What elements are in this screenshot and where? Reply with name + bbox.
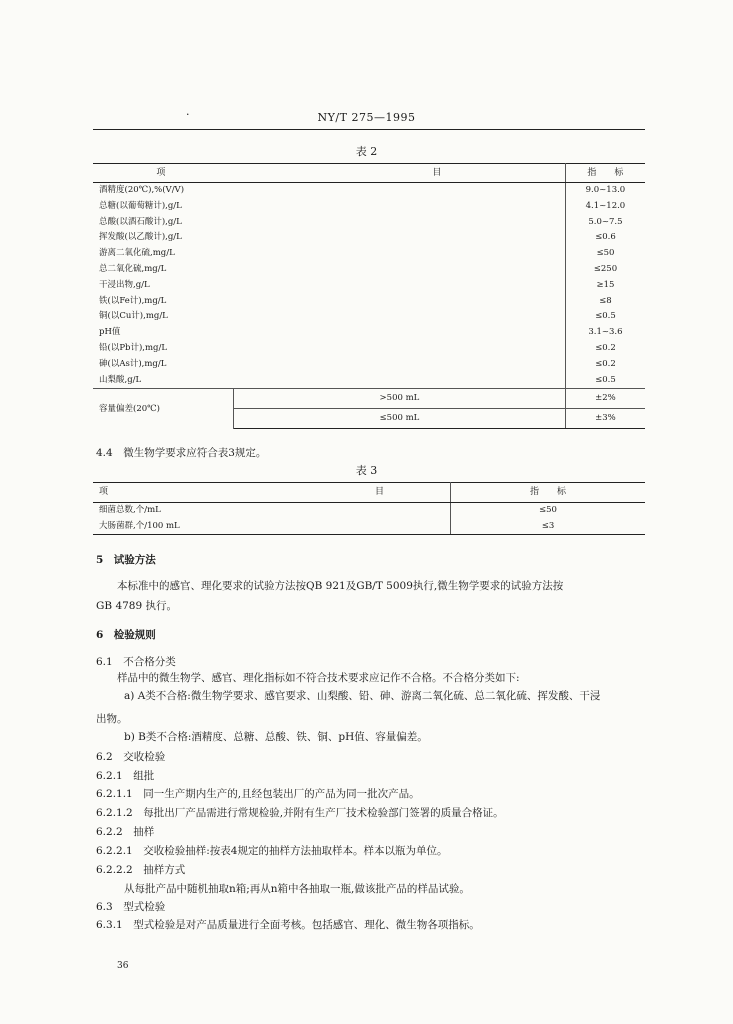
table2-item: 游离二氧化硫,mg/L <box>93 246 565 262</box>
table-row <box>93 357 645 373</box>
capacity-label: 容量偏差(20℃) <box>93 389 234 429</box>
sec6-2-2-2: 6.2.2.2 抽样方式 <box>96 864 186 876</box>
table3-value: ≤50 <box>539 505 557 515</box>
table3-item: 大肠菌群,个/100 mL <box>93 519 451 535</box>
table2-item: 挥发酸(以乙酸计),g/L <box>93 230 565 246</box>
table3-col-index: 指 标 <box>451 483 645 503</box>
sec6-1-b: b) B类不合格:酒精度、总糖、总酸、铁、铜、pH值、容量偏差。 <box>124 731 428 743</box>
table2-value: 4.1~12.0 <box>585 200 626 211</box>
table-row <box>93 373 645 389</box>
table2-value: 3.1~3.6 <box>588 327 623 338</box>
table-row <box>93 199 645 215</box>
table2-col-index: 指 标 <box>565 164 645 183</box>
table-row <box>93 262 645 278</box>
sec5-p1: 本标准中的感官、理化要求的试验方法按QB 921及GB/T 5009执行,微生物学要求的试验方法按 <box>117 580 564 592</box>
table2-item: 铅(以Pb计),mg/L <box>93 341 565 357</box>
sec6-2-2-1: 6.2.2.1 交收检验抽样:按表4规定的抽样方法抽取样本。样本以瓶为单位。 <box>96 845 448 857</box>
capacity-cond-2: ≤500 mL <box>234 409 566 429</box>
table2-item: 干浸出物,g/L <box>93 278 565 294</box>
table-row <box>93 278 645 294</box>
table2-item: 铜(以Cu计),mg/L <box>93 309 565 325</box>
table2-value: 5.0~7.5 <box>588 216 623 227</box>
capacity-value-1: ±2% <box>565 389 645 409</box>
sec6-1-a: a) A类不合格:微生物学要求、感官要求、山梨酸、铅、砷、游离二氧化硫、总二氧化硫、挥发酸、干浸 <box>124 690 601 702</box>
table3-header <box>93 483 645 503</box>
sec6-2-1-1: 6.2.1.1 同一生产期内生产的,且经包装出厂的产品为同一批次产品。 <box>96 788 420 800</box>
table2-caption: 表 2 <box>355 145 378 158</box>
table-row <box>93 341 645 357</box>
table2 <box>93 163 645 429</box>
table2-col-item: 项 目 <box>93 164 565 183</box>
table2-item: 铁(以Fe计),mg/L <box>93 294 565 310</box>
table2-value: ≤50 <box>596 248 615 259</box>
table-row <box>93 246 645 262</box>
table2-value: ≤0.6 <box>595 232 616 243</box>
table2-value: ≤250 <box>593 263 618 274</box>
sec6-title: 6 检验规则 <box>96 629 156 641</box>
table-row <box>93 503 645 519</box>
table-row <box>93 230 645 246</box>
table-row <box>93 519 645 535</box>
table-row <box>93 183 645 199</box>
sec6-3: 6.3 型式检验 <box>96 901 166 913</box>
table2-value: ≤8 <box>599 295 612 306</box>
table-row <box>93 309 645 325</box>
standard-code: NY/T 275—1995 <box>317 111 416 124</box>
table2-item: 总二氧化硫,mg/L <box>93 262 565 278</box>
header-dot: · <box>186 108 190 121</box>
sec-4-4: 4.4 微生物学要求应符合表3规定。 <box>96 447 267 459</box>
table3-col-item: 项 目 <box>93 483 451 503</box>
table2-value: ≤0.5 <box>595 374 616 385</box>
table2-item: 酒精度(20℃),%(V/V) <box>93 183 565 199</box>
table2-item: 总酸(以酒石酸计),g/L <box>93 215 565 231</box>
table3 <box>93 482 645 535</box>
sec5-title: 5 试验方法 <box>96 554 156 566</box>
capacity-cond-1: >500 mL <box>234 389 566 409</box>
table2-item: 山梨酸,g/L <box>93 373 565 389</box>
capacity-value-2: ±3% <box>565 409 645 429</box>
table3-caption: 表 3 <box>355 464 378 477</box>
table2-value: 9.0~13.0 <box>585 185 626 195</box>
table2-item: pH值 <box>93 325 565 341</box>
sec6-1-p: 样品中的微生物学、感官、理化指标如不符合技术要求应记作不合格。不合格分类如下: <box>117 672 520 684</box>
sec5-p2: GB 4789 执行。 <box>96 600 178 612</box>
table-row <box>93 215 645 231</box>
table2-value: ≥15 <box>596 279 615 290</box>
sec6-3-1: 6.3.1 型式检验是对产品质量进行全面考核。包括感官、理化、微生物各项指标。 <box>96 919 480 931</box>
table2-item: 总糖(以葡萄糖计),g/L <box>93 199 565 215</box>
table2-value: ≤0.5 <box>595 311 616 322</box>
table2-header <box>93 164 645 183</box>
table-row <box>93 325 645 341</box>
sec6-2-1: 6.2.1 组批 <box>96 770 155 782</box>
table2-value: ≤0.2 <box>595 342 616 353</box>
sec6-2-1-2: 6.2.1.2 每批出厂产品需进行常规检验,并附有生产厂技术检验部门签署的质量合格证。 <box>96 807 504 819</box>
table-row <box>93 294 645 310</box>
page-number: 36 <box>117 961 129 971</box>
table2-row-capacity-1 <box>93 389 645 409</box>
sec6-2-2: 6.2.2 抽样 <box>96 826 155 838</box>
table2-item: 砷(以As计),mg/L <box>93 357 565 373</box>
table3-item: 细菌总数,个/mL <box>93 503 451 519</box>
header-rule <box>93 129 645 130</box>
table3-value: ≤3 <box>451 519 645 535</box>
sec6-1: 6.1 不合格分类 <box>96 656 176 668</box>
sec6-2: 6.2 交收检验 <box>96 751 166 763</box>
sec6-1-a2: 出物。 <box>96 713 128 725</box>
table2-value: ≤0.2 <box>595 358 616 369</box>
sec6-2-2-2-p: 从每批产品中随机抽取n箱;再从n箱中各抽取一瓶,做该批产品的样品试验。 <box>124 883 470 895</box>
